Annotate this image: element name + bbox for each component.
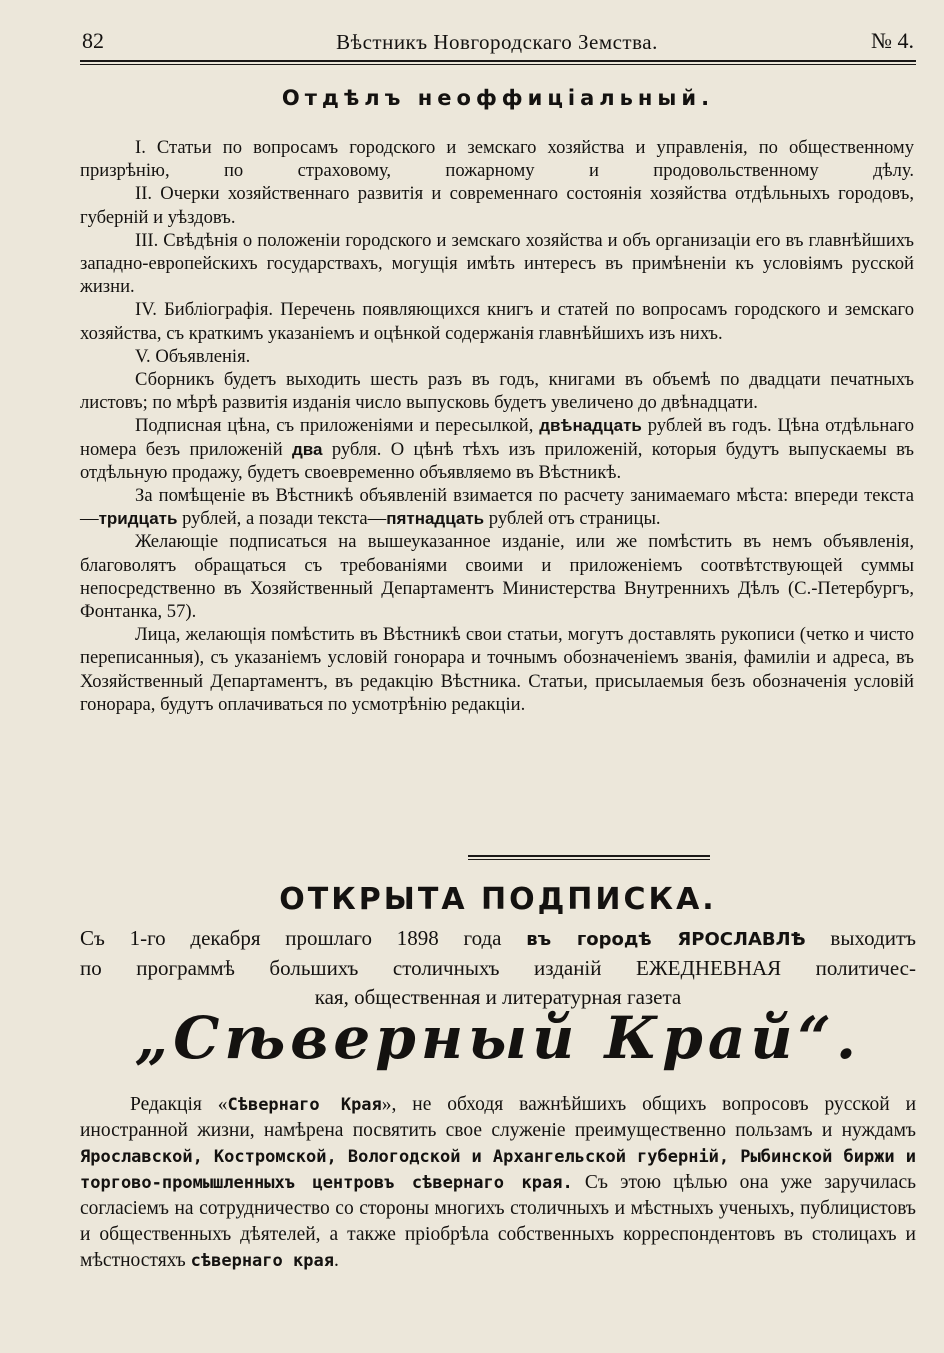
ads-fifteen: пятнадцать: [386, 509, 485, 529]
ads-text-c: рублей, а позади текста—: [182, 508, 387, 530]
price-two: два: [292, 439, 323, 459]
paragraph-subscribe: Желающіе подписаться на вышеуказанное изданіе, или же помѣстить въ немъ объявленія, благоволятъ обращаться съ требованіями своими и приложеніемъ соотвѣтствующей суммы непосредственно въ Хозяйственный Департаментъ Министерства Внутреннихъ Дѣлъ (С.-Петербургъ, Фонтанка, 57).: [80, 531, 914, 623]
body-text-g: .: [333, 1250, 339, 1271]
price-twelve: двѣнадцать: [539, 416, 642, 436]
paragraph-sbornik: Сборникъ будетъ выходить шесть разъ въ годъ, книгами въ объемѣ по двадцати печатныхъ листовъ; по мѣрѣ развитія изданія число выпусковь будетъ увеличено до двѣнадцати.: [80, 369, 914, 414]
header-rule-thick: [80, 60, 916, 62]
price-text-e: рубля. О цѣнѣ тѣхъ изъ приложеній, которыя будутъ выпускаемы въ отдѣльную продажу, будетъ своевременно объявляемо въ Вѣстникѣ.: [80, 438, 914, 483]
intro-line-1a: Съ 1-го декабря прошлаго 1898 года: [80, 926, 502, 950]
separator-rule-thick: [468, 855, 710, 857]
intro-line-3: кая, общественная и литературная газета: [314, 985, 682, 1009]
intro-line-1c: выходитъ: [830, 926, 916, 950]
announcement-intro: [80, 924, 916, 1012]
item-1: I. Статьи по вопросамъ городского и земскаго хозяйства и управленія, по общественному призрѣнію, по страховому, пожарному и продовольственному дѣлу.: [80, 137, 914, 182]
price-text-c: рублей въ годъ. Цѣна отдѣльнаго номера безъ приложеній: [80, 415, 914, 460]
body-text-a: Редакція «: [130, 1094, 228, 1115]
item-5: V. Объявленія.: [135, 345, 251, 367]
intro-line-1: [80, 924, 916, 954]
intro-line-2: по программѣ большихъ столичныхъ изданій ЕЖЕДНЕВНАЯ политичес-: [80, 956, 916, 980]
item-3: III. Свѣдѣнія о положеніи городского и земскаго хозяйства и объ организаціи его въ главнѣйшихъ западно-европейскихъ государствахъ, могущія имѣть интересъ въ примѣненіи къ условіямъ русской жизни.: [80, 229, 914, 298]
ads-text-a: За помѣщеніе въ Вѣстникѣ объявленій взимается по расчету занимаемаго мѣста: впереди текста—: [80, 485, 914, 530]
item-2: II. Очерки хозяйственнаго развитія и современнаго состоянія хозяйства отдѣльныхъ городовъ, губерній и уѣздовъ.: [80, 183, 914, 228]
ads-thirty: тридцать: [98, 509, 178, 529]
running-title: Вѣстникъ Новгородскаго Земства.: [336, 30, 658, 54]
body-text-c: », не обходя важнѣйшихъ общихъ вопросовъ русской и иностранной жизни, намѣрена посвятить свое служеніе преимущественно пользамъ и нуждамъ: [80, 1094, 917, 1141]
issue-number: № 4.: [871, 28, 914, 53]
header-rule-thin: [80, 64, 916, 65]
paragraph-price: [80, 414, 914, 484]
body-text-e: Съ этою цѣлью она уже заручилась согласіемъ на сотрудничество со стороны многихъ столичныхъ и мѣстныхъ ученыхъ, публицистовъ и общественныхъ дѣятелей, а также пріобрѣла собственныхъ корреспондентовъ въ столицахъ и мѣстностяхъ: [80, 1172, 916, 1271]
page-header: [80, 28, 914, 60]
paragraph-ads: [80, 484, 914, 530]
newspaper-name: „Сѣверный Край“.: [134, 1004, 862, 1072]
announcement-body: [80, 1092, 916, 1274]
section-title: Отдѣлъ неоффиціальный.: [281, 86, 715, 110]
paragraph-authors: Лица, желающія помѣстить въ Вѣстникѣ свои статьи, могутъ доставлять рукописи (четко и чисто переписанныя), съ указаніемъ условій гонорара и точнымъ обозначеніемъ званія, фамиліи и адреса, въ Хозяйственный Департаментъ, въ редакцію Вѣстника. Статьи, присылаемыя безъ обозначенія условій гонорара, будутъ оплачиваться по усмотрѣнію редакціи.: [80, 624, 914, 715]
separator-rule-thin: [468, 859, 710, 860]
announcement-title: ОТКРЫТА ПОДПИСКА.: [279, 882, 717, 917]
section-body: [80, 136, 914, 716]
price-text-a: Подписная цѣна, съ приложеніями и пересылкой,: [135, 415, 534, 437]
body-bold-f: сѣвернаго края: [190, 1251, 334, 1271]
item-4: IV. Библіографія. Перечень появляющихся книгъ и статей по вопросамъ городского и земскаго хозяйства, съ краткимъ указаніемъ и оцѣнкой содержанія главнѣйшихъ изъ нихъ.: [80, 299, 914, 344]
ads-text-e: рублей отъ страницы.: [488, 508, 661, 530]
announcement-paragraph: [80, 1092, 916, 1274]
page-number: 82: [82, 28, 104, 53]
body-bold-regions: Ярославской, Костромской, Вологодской и Архангельской губерній, Рыбинской биржи и торгово-промышленныхъ центровъ сѣвернаго края.: [80, 1147, 916, 1193]
city-yaroslavl: въ городѣ ЯРОСЛАВЛѢ: [526, 929, 806, 950]
body-bold-b: Сѣвернаго Края: [227, 1095, 382, 1115]
